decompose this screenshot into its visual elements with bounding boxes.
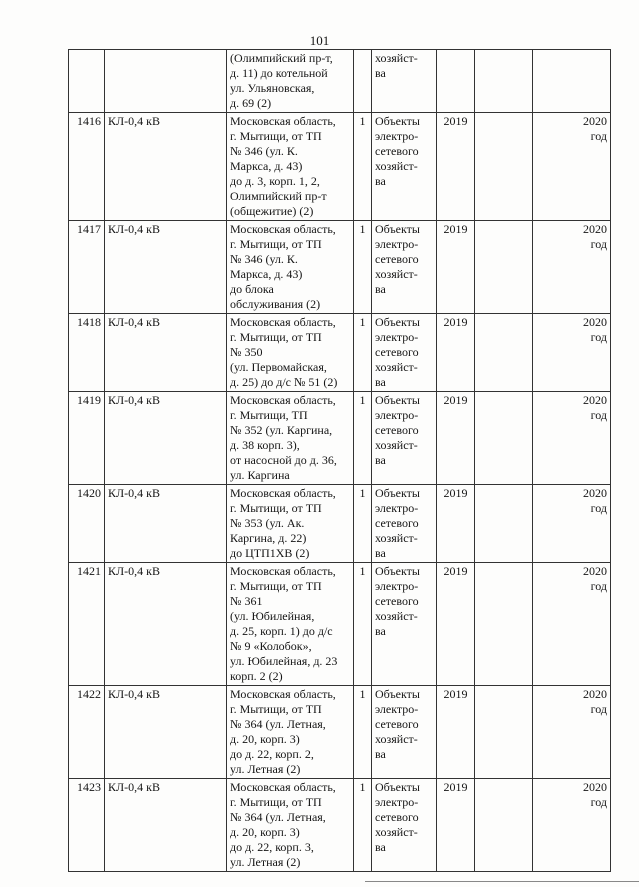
completion-year-cell bbox=[533, 686, 611, 779]
location-line: Московская область, bbox=[230, 393, 336, 407]
quantity-cell bbox=[354, 113, 372, 221]
location-line: до д. 22, корп. 2, bbox=[230, 747, 314, 761]
category-cell bbox=[372, 314, 437, 392]
start-year-cell bbox=[437, 113, 475, 221]
row-number: 1416 bbox=[77, 114, 101, 128]
completion-year-line: год bbox=[590, 501, 607, 515]
completion-year-cell bbox=[533, 779, 611, 872]
location-line: № 346 (ул. К. bbox=[230, 144, 298, 158]
location-cell bbox=[227, 485, 354, 563]
completion-year-line: год bbox=[590, 579, 607, 593]
start-year-cell bbox=[437, 50, 475, 113]
location-line: г. Мытищи, от ТП bbox=[230, 579, 322, 593]
completion-year-line: 2020 bbox=[583, 315, 607, 329]
start-year-cell bbox=[437, 221, 475, 314]
location-line: № 9 «Колобок», bbox=[230, 639, 312, 653]
location-cell bbox=[227, 50, 354, 113]
location-line: Московская область, bbox=[230, 222, 336, 236]
completion-year-line: год bbox=[590, 129, 607, 143]
location-cell bbox=[227, 779, 354, 872]
completion-year-line: 2020 bbox=[583, 486, 607, 500]
table-row bbox=[69, 392, 611, 485]
completion-year-line: год bbox=[590, 702, 607, 716]
completion-year-line: год bbox=[590, 408, 607, 422]
location-cell bbox=[227, 113, 354, 221]
completion-year-line: 2020 bbox=[583, 564, 607, 578]
category-cell bbox=[372, 50, 437, 113]
row-number-cell bbox=[69, 485, 105, 563]
start-year: 2019 bbox=[443, 687, 468, 701]
table-row bbox=[69, 113, 611, 221]
completion-year-line: 2020 bbox=[583, 393, 607, 407]
category-line: электро- bbox=[375, 795, 419, 809]
completion-year-cell bbox=[533, 221, 611, 314]
quantity: 1 bbox=[359, 114, 366, 128]
object-name-cell bbox=[105, 779, 227, 872]
location-line: д. 20, корп. 3) bbox=[230, 732, 300, 746]
completion-year-line: 2020 bbox=[583, 222, 607, 236]
location-line: ул. Юбилейная, д. 23 bbox=[230, 654, 338, 668]
category-cell bbox=[372, 221, 437, 314]
start-year: 2019 bbox=[443, 564, 468, 578]
object-name: КЛ-0,4 кВ bbox=[108, 780, 160, 794]
row-number: 1422 bbox=[77, 687, 101, 701]
category-line: ва bbox=[375, 174, 386, 188]
location-line: (ул. Юбилейная, bbox=[230, 609, 315, 623]
quantity-cell bbox=[354, 392, 372, 485]
category-line: сетевого bbox=[375, 516, 419, 530]
category-cell bbox=[372, 485, 437, 563]
location-line: Московская область, bbox=[230, 315, 336, 329]
category-line: сетевого bbox=[375, 594, 419, 608]
object-name: КЛ-0,4 кВ bbox=[108, 564, 160, 578]
category-line: ва bbox=[375, 66, 386, 80]
location-cell bbox=[227, 392, 354, 485]
quantity: 1 bbox=[359, 780, 366, 794]
category-line: Объекты bbox=[375, 486, 420, 500]
location-line: г. Мытищи, от ТП bbox=[230, 501, 322, 515]
completion-year-cell bbox=[533, 50, 611, 113]
row-number: 1420 bbox=[77, 486, 101, 500]
table-row bbox=[69, 686, 611, 779]
location-line: № 346 (ул. К. bbox=[230, 252, 298, 266]
quantity-cell bbox=[354, 50, 372, 113]
location-line: до д. 22, корп. 3, bbox=[230, 840, 314, 854]
start-year: 2019 bbox=[443, 486, 468, 500]
location-line: (общежитие) (2) bbox=[230, 204, 314, 218]
completion-year-cell bbox=[533, 485, 611, 563]
start-year-cell bbox=[437, 485, 475, 563]
quantity: 1 bbox=[359, 486, 366, 500]
location-line: г. Мытищи, от ТП bbox=[230, 702, 322, 716]
row-number-cell bbox=[69, 779, 105, 872]
empty-cell bbox=[475, 314, 533, 392]
quantity: 1 bbox=[359, 687, 366, 701]
location-line: до ЦТП1ХВ (2) bbox=[230, 546, 310, 560]
location-line: ул. Каргина bbox=[230, 468, 290, 482]
start-year: 2019 bbox=[443, 222, 468, 236]
location-line: Московская область, bbox=[230, 486, 336, 500]
category-line: электро- bbox=[375, 702, 419, 716]
category-line: Объекты bbox=[375, 315, 420, 329]
completion-year-line: 2020 bbox=[583, 114, 607, 128]
row-number-cell bbox=[69, 113, 105, 221]
completion-year-cell bbox=[533, 563, 611, 686]
empty-cell bbox=[475, 779, 533, 872]
location-line: Каргина, д. 22) bbox=[230, 531, 307, 545]
location-line: Маркса, д. 43) bbox=[230, 159, 303, 173]
category-line: ва bbox=[375, 375, 386, 389]
object-name: КЛ-0,4 кВ bbox=[108, 315, 160, 329]
location-line: Московская область, bbox=[230, 687, 336, 701]
location-line: обслуживания (2) bbox=[230, 297, 321, 311]
row-number: 1418 bbox=[77, 315, 101, 329]
bottom-rule bbox=[365, 881, 639, 882]
object-name-cell bbox=[105, 221, 227, 314]
quantity: 1 bbox=[359, 222, 366, 236]
completion-year-cell bbox=[533, 113, 611, 221]
category-line: Объекты bbox=[375, 114, 420, 128]
start-year-cell bbox=[437, 686, 475, 779]
category-line: электро- bbox=[375, 579, 419, 593]
row-number: 1421 bbox=[77, 564, 101, 578]
category-line: хозяйст- bbox=[375, 609, 418, 623]
category-line: Объекты bbox=[375, 780, 420, 794]
row-number: 1417 bbox=[77, 222, 101, 236]
object-name: КЛ-0,4 кВ bbox=[108, 486, 160, 500]
page-number: 101 bbox=[309, 33, 330, 48]
object-name: КЛ-0,4 кВ bbox=[108, 222, 160, 236]
category-line: ва bbox=[375, 747, 386, 761]
object-name: КЛ-0,4 кВ bbox=[108, 393, 160, 407]
table-row bbox=[69, 779, 611, 872]
row-number-cell bbox=[69, 563, 105, 686]
category-line: хозяйст- bbox=[375, 51, 418, 65]
quantity-cell bbox=[354, 485, 372, 563]
object-name: КЛ-0,4 кВ bbox=[108, 687, 160, 701]
empty-cell bbox=[475, 221, 533, 314]
location-cell bbox=[227, 221, 354, 314]
completion-year-cell bbox=[533, 392, 611, 485]
empty-cell bbox=[475, 485, 533, 563]
category-line: ва bbox=[375, 840, 386, 854]
location-line: Олимпийский пр-т bbox=[230, 189, 327, 203]
quantity: 1 bbox=[359, 393, 366, 407]
location-line: № 352 (ул. Каргина, bbox=[230, 423, 333, 437]
object-name-cell bbox=[105, 563, 227, 686]
empty-cell bbox=[475, 392, 533, 485]
category-line: сетевого bbox=[375, 345, 419, 359]
row-number-cell bbox=[69, 221, 105, 314]
location-line: г. Мытищи, от ТП bbox=[230, 330, 322, 344]
location-line: д. 69 (2) bbox=[230, 96, 272, 110]
location-line: г. Мытищи, от ТП bbox=[230, 795, 322, 809]
category-line: хозяйст- bbox=[375, 438, 418, 452]
row-number-cell bbox=[69, 50, 105, 113]
completion-year-cell bbox=[533, 314, 611, 392]
location-line: № 353 (ул. Ак. bbox=[230, 516, 305, 530]
start-year: 2019 bbox=[443, 393, 468, 407]
table-row bbox=[69, 50, 611, 113]
category-line: хозяйст- bbox=[375, 732, 418, 746]
location-line: Московская область, bbox=[230, 114, 336, 128]
start-year-cell bbox=[437, 314, 475, 392]
location-line: г. Мытищи, от ТП bbox=[230, 129, 322, 143]
location-line: г. Мытищи, ТП bbox=[230, 408, 308, 422]
quantity-cell bbox=[354, 314, 372, 392]
table-row bbox=[69, 563, 611, 686]
completion-year-line: 2020 bbox=[583, 687, 607, 701]
location-line: ул. Летная (2) bbox=[230, 855, 301, 869]
location-line: (Олимпийский пр-т, bbox=[230, 51, 333, 65]
category-cell bbox=[372, 779, 437, 872]
category-line: сетевого bbox=[375, 252, 419, 266]
empty-cell bbox=[475, 686, 533, 779]
location-line: Московская область, bbox=[230, 564, 336, 578]
quantity-cell bbox=[354, 779, 372, 872]
category-line: хозяйст- bbox=[375, 825, 418, 839]
row-number: 1419 bbox=[77, 393, 101, 407]
location-cell bbox=[227, 563, 354, 686]
location-cell bbox=[227, 314, 354, 392]
table-body bbox=[69, 50, 611, 872]
location-line: ул. Летная (2) bbox=[230, 762, 301, 776]
category-line: электро- bbox=[375, 330, 419, 344]
category-line: ва bbox=[375, 546, 386, 560]
location-cell bbox=[227, 686, 354, 779]
location-line: Маркса, д. 43) bbox=[230, 267, 303, 281]
category-line: электро- bbox=[375, 237, 419, 251]
category-line: сетевого bbox=[375, 144, 419, 158]
row-number-cell bbox=[69, 686, 105, 779]
quantity-cell bbox=[354, 221, 372, 314]
quantity-cell bbox=[354, 686, 372, 779]
row-number: 1423 bbox=[77, 780, 101, 794]
category-line: ва bbox=[375, 624, 386, 638]
quantity: 1 bbox=[359, 564, 366, 578]
object-name-cell bbox=[105, 485, 227, 563]
category-line: Объекты bbox=[375, 393, 420, 407]
location-line: (ул. Первомайская, bbox=[230, 360, 327, 374]
completion-year-line: год bbox=[590, 330, 607, 344]
location-line: от насосной до д. 36, bbox=[230, 453, 337, 467]
category-cell bbox=[372, 113, 437, 221]
category-cell bbox=[372, 686, 437, 779]
category-line: ва bbox=[375, 282, 386, 296]
row-number-cell bbox=[69, 314, 105, 392]
empty-cell bbox=[475, 50, 533, 113]
object-name-cell bbox=[105, 113, 227, 221]
location-line: до д. 3, корп. 1, 2, bbox=[230, 174, 320, 188]
start-year-cell bbox=[437, 779, 475, 872]
quantity-cell bbox=[354, 563, 372, 686]
location-line: ул. Ульяновская, bbox=[230, 81, 315, 95]
category-line: электро- bbox=[375, 129, 419, 143]
empty-cell bbox=[475, 113, 533, 221]
location-line: Московская область, bbox=[230, 780, 336, 794]
start-year: 2019 bbox=[443, 315, 468, 329]
category-line: хозяйст- bbox=[375, 267, 418, 281]
location-line: № 361 bbox=[230, 594, 263, 608]
location-line: д. 20, корп. 3) bbox=[230, 825, 300, 839]
location-line: № 350 bbox=[230, 345, 263, 359]
category-line: электро- bbox=[375, 501, 419, 515]
location-line: д. 25) до д/с № 51 (2) bbox=[230, 375, 338, 389]
table-row bbox=[69, 485, 611, 563]
location-line: до блока bbox=[230, 282, 274, 296]
location-line: д. 11) до котельной bbox=[230, 66, 328, 80]
location-line: д. 25, корп. 1) до д/с bbox=[230, 624, 333, 638]
empty-cell bbox=[475, 563, 533, 686]
category-line: ва bbox=[375, 453, 386, 467]
completion-year-line: 2020 bbox=[583, 780, 607, 794]
object-name: КЛ-0,4 кВ bbox=[108, 114, 160, 128]
completion-year-line: год bbox=[590, 237, 607, 251]
location-line: № 364 (ул. Летная, bbox=[230, 810, 326, 824]
object-name-cell bbox=[105, 314, 227, 392]
start-year-cell bbox=[437, 392, 475, 485]
start-year-cell bbox=[437, 563, 475, 686]
assets-table bbox=[68, 49, 611, 872]
row-number-cell bbox=[69, 392, 105, 485]
start-year: 2019 bbox=[443, 114, 468, 128]
category-cell bbox=[372, 392, 437, 485]
location-line: корп. 2 (2) bbox=[230, 669, 283, 683]
category-line: хозяйст- bbox=[375, 360, 418, 374]
quantity: 1 bbox=[359, 315, 366, 329]
start-year: 2019 bbox=[443, 780, 468, 794]
completion-year-line: год bbox=[590, 795, 607, 809]
category-cell bbox=[372, 563, 437, 686]
category-line: хозяйст- bbox=[375, 531, 418, 545]
category-line: электро- bbox=[375, 408, 419, 422]
category-line: Объекты bbox=[375, 222, 420, 236]
category-line: хозяйст- bbox=[375, 159, 418, 173]
object-name-cell bbox=[105, 392, 227, 485]
category-line: сетевого bbox=[375, 423, 419, 437]
object-name-cell bbox=[105, 50, 227, 113]
table-row bbox=[69, 221, 611, 314]
location-line: № 364 (ул. Летная, bbox=[230, 717, 326, 731]
category-line: сетевого bbox=[375, 717, 419, 731]
table-row bbox=[69, 314, 611, 392]
location-line: д. 38 корп. 3), bbox=[230, 438, 300, 452]
category-line: Объекты bbox=[375, 564, 420, 578]
location-line: г. Мытищи, от ТП bbox=[230, 237, 322, 251]
category-line: Объекты bbox=[375, 687, 420, 701]
object-name-cell bbox=[105, 686, 227, 779]
category-line: сетевого bbox=[375, 810, 419, 824]
